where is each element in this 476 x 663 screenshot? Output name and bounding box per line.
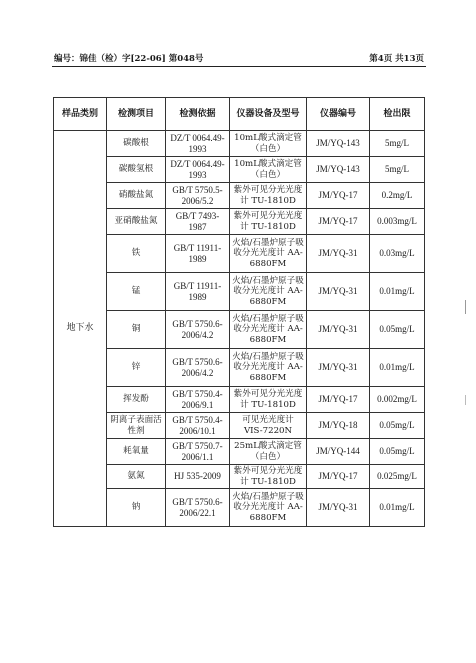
test-basis-cell: GB/T 5750.6-2006/4.2 [166, 311, 230, 349]
test-basis-cell: GB/T 11911-1989 [166, 273, 230, 311]
test-item-cell: 氨氮 [107, 465, 166, 489]
instrument-code-cell: JM/YQ-31 [307, 489, 370, 527]
instrument-cell: 火焰/石墨炉原子吸收分光光度计 AA-6880FM [230, 311, 307, 349]
instrument-code-cell: JM/YQ-143 [307, 157, 370, 183]
test-basis-cell: HJ 535-2009 [166, 465, 230, 489]
detection-limit-cell: 0.01mg/L [370, 273, 425, 311]
detection-limit-cell: 0.01mg/L [370, 349, 425, 387]
detection-limit-cell: 0.01mg/L [370, 489, 425, 527]
table-row [54, 387, 425, 413]
test-basis-cell: GB/T 5750.6-2006/4.2 [166, 349, 230, 387]
table-row [54, 131, 425, 157]
detection-limit-cell: 0.05mg/L [370, 439, 425, 465]
detection-method-table [53, 97, 425, 527]
detection-limit-cell: 0.03mg/L [370, 235, 425, 273]
table-row [54, 273, 425, 311]
test-basis-cell: GB/T 5750.5-2006/5.2 [166, 183, 230, 209]
test-item-cell: 耗氧量 [107, 439, 166, 465]
test-item-cell: 锌 [107, 349, 166, 387]
instrument-cell: 紫外可见分光光度计 TU-1810D [230, 183, 307, 209]
detection-limit-cell: 0.05mg/L [370, 311, 425, 349]
test-item-cell: 铜 [107, 311, 166, 349]
scan-edge-mark [465, 395, 466, 405]
instrument-cell: 可见光光度计 VIS-7220N [230, 413, 307, 439]
instrument-cell: 火焰/石墨炉原子吸收分光光度计 AA-6880FM [230, 349, 307, 387]
test-basis-cell: GB/T 5750.7-2006/1.1 [166, 439, 230, 465]
instrument-cell: 10mL酸式滴定管（白色） [230, 157, 307, 183]
test-item-cell: 锰 [107, 273, 166, 311]
detection-limit-cell: 0.003mg/L [370, 209, 425, 235]
scan-edge-mark [465, 300, 466, 314]
table-header-row [54, 98, 425, 131]
sample-category-cell: 地下水 [54, 131, 107, 527]
table-row [54, 209, 425, 235]
instrument-code-cell: JM/YQ-18 [307, 413, 370, 439]
test-item-cell: 碳酸氢根 [107, 157, 166, 183]
detection-limit-cell: 5mg/L [370, 131, 425, 157]
col-header-test-item: 检测项目 [107, 98, 166, 131]
instrument-cell: 火焰/石墨炉原子吸收分光光度计 AA-6880FM [230, 273, 307, 311]
col-header-detection-limit: 检出限 [370, 98, 425, 131]
instrument-code-cell: JM/YQ-31 [307, 273, 370, 311]
test-basis-cell: GB/T 5750.6-2006/22.1 [166, 489, 230, 527]
table-row [54, 157, 425, 183]
instrument-code-cell: JM/YQ-143 [307, 131, 370, 157]
table-row [54, 413, 425, 439]
instrument-cell: 火焰/石墨炉原子吸收分光光度计 AA-6880FM [230, 489, 307, 527]
table-row [54, 489, 425, 527]
detection-limit-cell: 5mg/L [370, 157, 425, 183]
test-basis-cell: GB/T 11911-1989 [166, 235, 230, 273]
instrument-cell: 25mL酸式滴定管（白色） [230, 439, 307, 465]
instrument-code-cell: JM/YQ-17 [307, 183, 370, 209]
detection-limit-cell: 0.05mg/L [370, 413, 425, 439]
test-basis-cell: GB/T 5750.4-2006/9.1 [166, 387, 230, 413]
detection-limit-cell: 0.2mg/L [370, 183, 425, 209]
header-rule [52, 66, 426, 67]
instrument-code-cell: JM/YQ-17 [307, 465, 370, 489]
table-row [54, 465, 425, 489]
detection-limit-cell: 0.025mg/L [370, 465, 425, 489]
test-item-cell: 碳酸根 [107, 131, 166, 157]
page-indicator: 第4页 共13页 [369, 54, 424, 64]
document-number: 编号：锦佳（检）字[22-06] 第048号 [54, 54, 204, 64]
test-basis-cell: DZ/T 0064.49-1993 [166, 157, 230, 183]
col-header-test-basis: 检测依据 [166, 98, 230, 131]
instrument-code-cell: JM/YQ-144 [307, 439, 370, 465]
test-item-cell: 钠 [107, 489, 166, 527]
col-header-sample-type: 样品类别 [54, 98, 107, 131]
test-item-cell: 阴离子表面活性剂 [107, 413, 166, 439]
test-item-cell: 硝酸盐氮 [107, 183, 166, 209]
detection-limit-cell: 0.002mg/L [370, 387, 425, 413]
table-row [54, 235, 425, 273]
instrument-code-cell: JM/YQ-31 [307, 235, 370, 273]
test-item-cell: 铁 [107, 235, 166, 273]
table-row [54, 439, 425, 465]
instrument-code-cell: JM/YQ-31 [307, 349, 370, 387]
test-basis-cell: DZ/T 0064.49-1993 [166, 131, 230, 157]
instrument-cell: 紫外可见分光光度计 TU-1810D [230, 465, 307, 489]
instrument-cell: 紫外可见分光光度计 TU-1810D [230, 387, 307, 413]
instrument-cell: 10mL酸式滴定管（白色） [230, 131, 307, 157]
table-row [54, 311, 425, 349]
col-header-instrument-code: 仪器编号 [307, 98, 370, 131]
table-row [54, 183, 425, 209]
test-basis-cell: GB/T 5750.4-2006/10.1 [166, 413, 230, 439]
instrument-code-cell: JM/YQ-31 [307, 311, 370, 349]
col-header-instrument: 仪器设备及型号 [230, 98, 307, 131]
test-basis-cell: GB/T 7493-1987 [166, 209, 230, 235]
instrument-cell: 火焰/石墨炉原子吸收分光光度计 AA-6880FM [230, 235, 307, 273]
instrument-code-cell: JM/YQ-17 [307, 209, 370, 235]
instrument-code-cell: JM/YQ-17 [307, 387, 370, 413]
table-row [54, 349, 425, 387]
test-item-cell: 挥发酚 [107, 387, 166, 413]
test-item-cell: 亚硝酸盐氮 [107, 209, 166, 235]
instrument-cell: 紫外可见分光光度计 TU-1810D [230, 209, 307, 235]
